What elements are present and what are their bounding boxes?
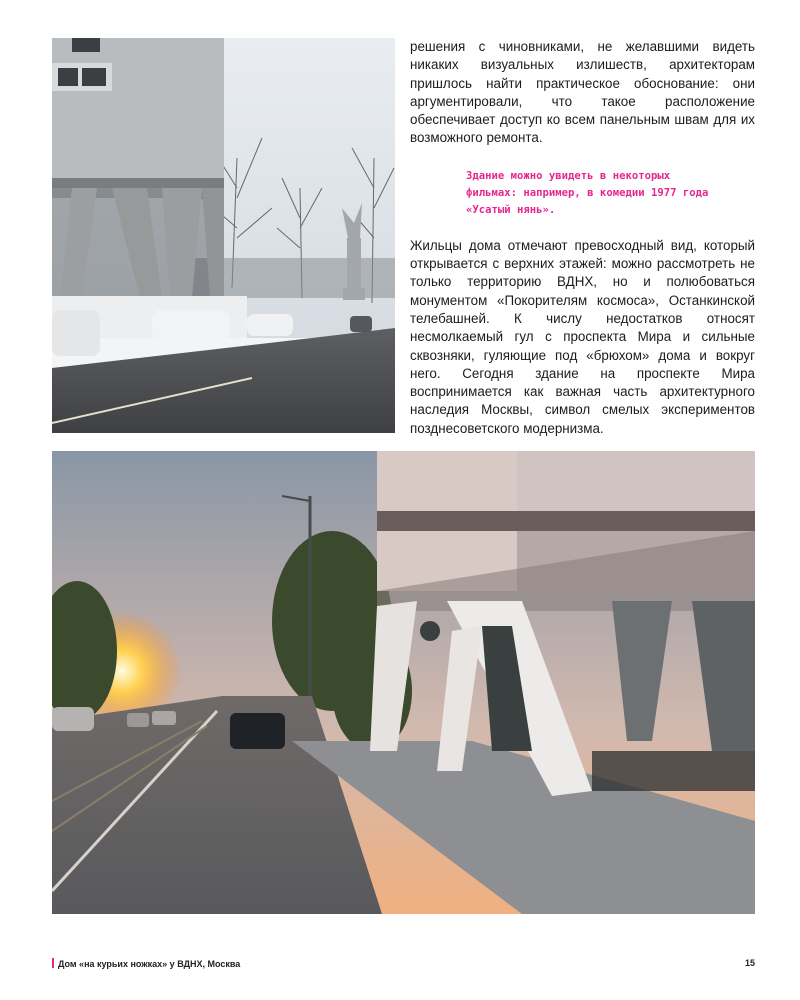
paragraph-main: Жильцы дома отмечают превосходный вид, который открывается с верхних этажей: можно рассмотреть не только территорию ВДНХ, но и полюбоваться монументом «Покорителям космоса», Останкинской телебашней. К числу недостатков относят несмолкаемый гул с проспекта Мира и сильные сквозняки, гуляющие под «брюхом» дома и вокруг него. Сегодня здание на проспекте Мира воспринимается как важная часть архитектурного наследия Москвы, символ смелых экспериментов позднесоветского модернизма.: [410, 237, 755, 436]
article-text: [410, 38, 755, 438]
sunset-street-illustration: [52, 451, 755, 914]
page-number: 15: [744, 958, 755, 968]
photo-sunset-street: [52, 451, 755, 914]
paragraph-continued: решения с чиновниками, не желавшими видеть никаких визуальных излишеств, архитекторам пришлось найти практическое обоснование: они аргументировали, что такое расположение обеспечивает доступ ко всем панельным швам для их возможного ремонта.: [410, 39, 755, 146]
building-on-legs: [52, 38, 224, 298]
winter-street-illustration: [52, 38, 395, 433]
running-title: Дом «на курьих ножках» у ВДНХ, Москва: [58, 959, 241, 969]
footer-accent-bar: [52, 958, 54, 968]
pull-quote: Здание можно увидеть в некоторых фильмах: например, в комедии 1977 года «Усатый нянь».: [466, 169, 709, 216]
photo-winter-street: [52, 38, 395, 433]
page-footer: [52, 958, 755, 974]
